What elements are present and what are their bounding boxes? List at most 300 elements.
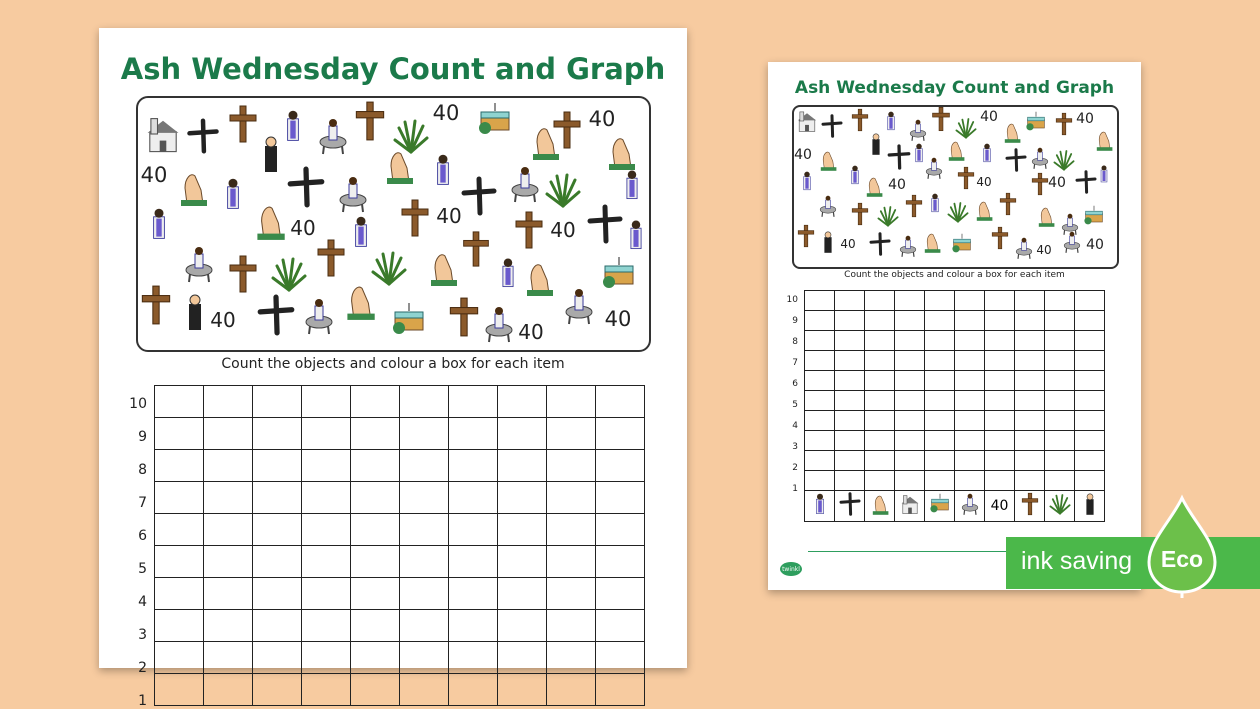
grid-cell[interactable] xyxy=(1075,471,1105,491)
grid-cell[interactable] xyxy=(155,642,204,674)
grid-cell[interactable] xyxy=(155,610,204,642)
grid-cell[interactable] xyxy=(596,450,645,482)
grid-cell[interactable] xyxy=(302,546,351,578)
grid-cell[interactable] xyxy=(400,642,449,674)
grid-cell[interactable] xyxy=(155,578,204,610)
wooden-cross-icon xyxy=(395,198,435,238)
grid-cell[interactable] xyxy=(835,411,865,431)
grid-cell[interactable] xyxy=(204,514,253,546)
grid-cell[interactable] xyxy=(985,471,1015,491)
priest-icon xyxy=(976,142,998,164)
grid-cell[interactable] xyxy=(955,431,985,451)
ash-cross-icon xyxy=(820,114,844,138)
y-axis-label: 4 xyxy=(792,421,798,431)
grid-cell[interactable] xyxy=(1045,411,1075,431)
grid-cell[interactable] xyxy=(985,371,1015,391)
grid-cell[interactable] xyxy=(895,431,925,451)
grid-cell[interactable] xyxy=(985,411,1015,431)
eco-leaf-icon xyxy=(1141,496,1223,598)
altar-icon xyxy=(1082,204,1106,228)
grid-cell[interactable] xyxy=(955,451,985,471)
praying-hands-icon xyxy=(868,504,892,520)
grid-cell[interactable] xyxy=(1075,431,1105,451)
number-40-label: 40 xyxy=(888,177,906,193)
grid-cell[interactable] xyxy=(805,331,835,351)
praying-hands-icon xyxy=(519,258,559,298)
graph-grid xyxy=(804,290,1105,522)
grid-cell[interactable] xyxy=(547,450,596,482)
grid-cell[interactable] xyxy=(547,546,596,578)
item-cell-wooden-cross xyxy=(1015,491,1045,522)
grid-cell[interactable] xyxy=(985,431,1015,451)
praying-hands-icon xyxy=(1034,204,1058,228)
grid-cell[interactable] xyxy=(805,351,835,371)
priest-icon xyxy=(615,168,649,202)
grid-cell[interactable] xyxy=(895,351,925,371)
grid-cell[interactable] xyxy=(253,450,302,482)
grid-cell[interactable] xyxy=(596,482,645,514)
grid-cell[interactable] xyxy=(1045,331,1075,351)
ash-cross-icon xyxy=(185,118,221,154)
grid-cell[interactable] xyxy=(547,418,596,450)
altar-icon xyxy=(928,504,952,520)
grid-cell[interactable] xyxy=(955,351,985,371)
grid-cell[interactable] xyxy=(805,431,835,451)
grid-cell[interactable] xyxy=(351,642,400,674)
grid-cell[interactable] xyxy=(925,331,955,351)
grid-cell[interactable] xyxy=(351,514,400,546)
grid-cell[interactable] xyxy=(1015,371,1045,391)
grid-cell[interactable] xyxy=(865,431,895,451)
grid-cell[interactable] xyxy=(400,674,449,706)
grid-cell[interactable] xyxy=(400,482,449,514)
worksheet-title: Ash Wednesday Count and Graph xyxy=(794,78,1115,98)
grid-cell[interactable] xyxy=(253,386,302,418)
grid-cell[interactable] xyxy=(596,642,645,674)
grid-cell[interactable] xyxy=(925,451,955,471)
grid-cell[interactable] xyxy=(955,311,985,331)
grid-cell[interactable] xyxy=(155,514,204,546)
grid-cell[interactable] xyxy=(1075,371,1105,391)
grid-cell[interactable] xyxy=(204,642,253,674)
grid-cell[interactable] xyxy=(400,546,449,578)
grid-cell[interactable] xyxy=(498,450,547,482)
number-40-label: 40 xyxy=(210,308,236,332)
grid-cell[interactable] xyxy=(596,674,645,706)
grid-cell[interactable] xyxy=(1045,351,1075,371)
grid-cell[interactable] xyxy=(253,546,302,578)
grid-cell[interactable] xyxy=(865,311,895,331)
grid-cell[interactable] xyxy=(955,471,985,491)
grid-cell[interactable] xyxy=(955,411,985,431)
grid-cell[interactable] xyxy=(925,431,955,451)
ash-cross-icon xyxy=(459,176,499,216)
grid-cell[interactable] xyxy=(351,386,400,418)
ink-saving-label: ink saving xyxy=(1021,547,1133,575)
grid-cell[interactable] xyxy=(253,642,302,674)
altar-icon xyxy=(950,232,974,256)
y-axis-label: 7 xyxy=(792,358,798,368)
altar-icon xyxy=(1024,110,1048,134)
grid-cell[interactable] xyxy=(925,311,955,331)
praying-hands-icon xyxy=(816,148,840,172)
altar-icon xyxy=(475,100,515,140)
ash-cross-icon xyxy=(868,232,892,256)
number-40-label: 40 xyxy=(1076,111,1094,127)
wooden-cross-icon xyxy=(223,254,263,294)
grid-cell[interactable] xyxy=(155,450,204,482)
grid-cell[interactable] xyxy=(498,418,547,450)
grid-cell[interactable] xyxy=(895,391,925,411)
grid-cell[interactable] xyxy=(1015,431,1045,451)
grid-cell[interactable] xyxy=(925,371,955,391)
grid-cell[interactable] xyxy=(895,311,925,331)
y-axis-label: 5 xyxy=(138,561,147,577)
grid-cell[interactable] xyxy=(449,610,498,642)
praying-hands-icon xyxy=(249,200,291,242)
grid-cell[interactable] xyxy=(351,418,400,450)
grid-cell[interactable] xyxy=(400,514,449,546)
y-axis-label: 2 xyxy=(792,463,798,473)
item-cell-church xyxy=(895,491,925,522)
man-icon xyxy=(864,132,888,156)
donkey-rider-icon xyxy=(313,116,353,156)
church-icon xyxy=(794,108,820,134)
grid-cell[interactable] xyxy=(1075,351,1105,371)
grid-cell[interactable] xyxy=(449,482,498,514)
grid-cell[interactable] xyxy=(835,471,865,491)
worksheet-title: Ash Wednesday Count and Graph xyxy=(120,52,666,86)
grid-cell[interactable] xyxy=(865,451,895,471)
number-40-label: 40 xyxy=(1086,237,1104,253)
grid-cell[interactable] xyxy=(400,450,449,482)
grid-cell[interactable] xyxy=(805,391,835,411)
grid-cell[interactable] xyxy=(1045,311,1075,331)
grid-cell[interactable] xyxy=(204,482,253,514)
grid-cell[interactable] xyxy=(302,674,351,706)
grid-cell[interactable] xyxy=(253,610,302,642)
y-axis-label: 8 xyxy=(138,462,147,478)
praying-hands-icon xyxy=(601,132,641,172)
grid-cell[interactable] xyxy=(498,386,547,418)
grid-cell[interactable] xyxy=(835,311,865,331)
number-40-label: 40 xyxy=(588,106,616,131)
number-40-label: 40 xyxy=(604,306,632,331)
grid-cell[interactable] xyxy=(1075,291,1105,311)
grid-cell[interactable] xyxy=(895,291,925,311)
grid-cell[interactable] xyxy=(351,482,400,514)
grid-cell[interactable] xyxy=(498,578,547,610)
grid-cell[interactable] xyxy=(400,610,449,642)
wooden-cross-icon xyxy=(1018,504,1042,520)
priest-icon xyxy=(808,504,832,520)
grid-cell[interactable] xyxy=(835,371,865,391)
grid-cell[interactable] xyxy=(1045,451,1075,471)
grid-cell[interactable] xyxy=(449,418,498,450)
grid-cell[interactable] xyxy=(955,391,985,411)
grid-cell[interactable] xyxy=(155,674,204,706)
grid-row xyxy=(155,610,645,642)
y-axis-label: 6 xyxy=(792,379,798,389)
grid-cell[interactable] xyxy=(1045,291,1075,311)
grid-cell[interactable] xyxy=(955,331,985,351)
grid-cell[interactable] xyxy=(400,386,449,418)
grid-cell[interactable] xyxy=(925,351,955,371)
grid-cell[interactable] xyxy=(895,371,925,391)
grid-row xyxy=(805,331,1105,351)
wooden-cross-icon xyxy=(1052,112,1076,136)
grid-cell[interactable] xyxy=(155,418,204,450)
grid-cell[interactable] xyxy=(1045,471,1075,491)
grid-cell[interactable] xyxy=(547,482,596,514)
grid-cell[interactable] xyxy=(596,386,645,418)
grid-cell[interactable] xyxy=(865,351,895,371)
grid-row xyxy=(155,418,645,450)
grid-cell[interactable] xyxy=(351,450,400,482)
grid-cell[interactable] xyxy=(835,331,865,351)
praying-hands-icon xyxy=(920,230,944,254)
grid-row xyxy=(805,471,1105,491)
grid-cell[interactable] xyxy=(498,610,547,642)
grid-cell[interactable] xyxy=(955,291,985,311)
grid-cell[interactable] xyxy=(449,578,498,610)
grid-cell[interactable] xyxy=(449,546,498,578)
wooden-cross-icon xyxy=(928,106,954,132)
grid-cell[interactable] xyxy=(805,471,835,491)
number-40-label: 40 xyxy=(990,498,1009,514)
grid-cell[interactable] xyxy=(1075,311,1105,331)
grid-cell[interactable] xyxy=(805,451,835,471)
grid-cell[interactable] xyxy=(547,578,596,610)
wooden-cross-icon xyxy=(848,202,872,226)
grid-cell[interactable] xyxy=(1075,331,1105,351)
grid-cell[interactable] xyxy=(925,391,955,411)
grid-cell[interactable] xyxy=(351,610,400,642)
number-40-label: 40 xyxy=(794,147,812,163)
grid-cell[interactable] xyxy=(155,386,204,418)
number-40-label: 40 xyxy=(290,216,316,240)
number-40-label: 40 xyxy=(432,100,460,125)
grid-cell[interactable] xyxy=(547,386,596,418)
grid-cell[interactable] xyxy=(985,351,1015,371)
grid-cell[interactable] xyxy=(805,371,835,391)
y-axis-label: 9 xyxy=(138,429,147,445)
grid-cell[interactable] xyxy=(835,451,865,471)
grid-cell[interactable] xyxy=(1015,311,1045,331)
instruction-text: Count the objects and colour a box for each item xyxy=(844,270,1065,280)
ash-cross-icon xyxy=(1004,148,1028,172)
grid-cell[interactable] xyxy=(302,610,351,642)
priest-icon xyxy=(215,176,251,212)
grid-cell[interactable] xyxy=(865,471,895,491)
number-40-label: 40 xyxy=(1036,243,1052,257)
y-axis-label: 1 xyxy=(792,484,798,494)
grid-cell[interactable] xyxy=(253,578,302,610)
grid-cell[interactable] xyxy=(985,331,1015,351)
grid-cell[interactable] xyxy=(895,411,925,431)
grid-row xyxy=(805,411,1105,431)
grid-row xyxy=(805,371,1105,391)
grid-cell[interactable] xyxy=(498,514,547,546)
grid-cell[interactable] xyxy=(351,674,400,706)
grid-cell[interactable] xyxy=(155,482,204,514)
grid-cell[interactable] xyxy=(302,418,351,450)
grid-cell[interactable] xyxy=(449,642,498,674)
praying-hands-icon xyxy=(944,138,968,162)
grid-cell[interactable] xyxy=(596,578,645,610)
grid-cell[interactable] xyxy=(985,291,1015,311)
grid-cell[interactable] xyxy=(253,482,302,514)
grid-cell[interactable] xyxy=(204,610,253,642)
grid-cell[interactable] xyxy=(596,546,645,578)
grid-cell[interactable] xyxy=(302,450,351,482)
grid-cell[interactable] xyxy=(805,411,835,431)
grid-cell[interactable] xyxy=(1045,391,1075,411)
donkey-rider-icon xyxy=(906,118,930,142)
grid-cell[interactable] xyxy=(204,674,253,706)
grid-cell[interactable] xyxy=(925,471,955,491)
grid-cell[interactable] xyxy=(547,514,596,546)
grid-cell[interactable] xyxy=(985,391,1015,411)
donkey-rider-icon xyxy=(505,164,545,204)
grid-cell[interactable] xyxy=(1015,411,1045,431)
grid-row xyxy=(155,450,645,482)
grid-cell[interactable] xyxy=(302,578,351,610)
grid-cell[interactable] xyxy=(596,514,645,546)
praying-hands-icon xyxy=(862,174,886,198)
church-icon xyxy=(141,112,185,156)
grid-cell[interactable] xyxy=(596,418,645,450)
grid-row xyxy=(805,311,1105,331)
grid-cell[interactable] xyxy=(1015,471,1045,491)
grid-cell[interactable] xyxy=(865,411,895,431)
y-axis-label: 5 xyxy=(792,400,798,410)
grid-cell[interactable] xyxy=(895,451,925,471)
grid-cell[interactable] xyxy=(498,482,547,514)
wooden-cross-icon xyxy=(794,224,818,248)
grid-cell[interactable] xyxy=(498,642,547,674)
grid-cell[interactable] xyxy=(895,471,925,491)
grid-cell[interactable] xyxy=(805,311,835,331)
item-cell-palm-bush xyxy=(1045,491,1075,522)
item-cell-man-in-black xyxy=(1075,491,1105,522)
number-40-label: 40 xyxy=(980,109,998,125)
wooden-cross-icon xyxy=(509,210,549,250)
number-40-label: 40 xyxy=(140,162,168,187)
grid-cell[interactable] xyxy=(204,546,253,578)
grid-cell[interactable] xyxy=(302,642,351,674)
grid-cell[interactable] xyxy=(895,331,925,351)
grid-cell[interactable] xyxy=(302,482,351,514)
grid-cell[interactable] xyxy=(351,546,400,578)
grid-cell[interactable] xyxy=(204,418,253,450)
grid-cell[interactable] xyxy=(1075,411,1105,431)
grid-cell[interactable] xyxy=(547,642,596,674)
grid-cell[interactable] xyxy=(449,514,498,546)
donkey-rider-icon xyxy=(299,296,339,336)
grid-cell[interactable] xyxy=(302,514,351,546)
grid-cell[interactable] xyxy=(805,291,835,311)
grid-cell[interactable] xyxy=(449,674,498,706)
grid-cell[interactable] xyxy=(498,674,547,706)
grid-cell[interactable] xyxy=(1015,291,1045,311)
graph-grid xyxy=(154,385,645,706)
grid-cell[interactable] xyxy=(302,386,351,418)
ash-cross-icon xyxy=(255,294,297,336)
grid-cell[interactable] xyxy=(1015,351,1045,371)
grid-cell[interactable] xyxy=(400,418,449,450)
grid-cell[interactable] xyxy=(449,386,498,418)
instruction-text: Count the objects and colour a box for each item xyxy=(221,356,565,372)
grid-cell[interactable] xyxy=(547,610,596,642)
grid-cell[interactable] xyxy=(865,291,895,311)
wooden-cross-icon xyxy=(902,194,926,218)
grid-cell[interactable] xyxy=(155,546,204,578)
grid-cell[interactable] xyxy=(865,331,895,351)
grid-cell[interactable] xyxy=(204,578,253,610)
donkey-rider-icon xyxy=(559,286,599,326)
grid-cell[interactable] xyxy=(925,411,955,431)
grid-cell[interactable] xyxy=(1075,391,1105,411)
number-40-label: 40 xyxy=(976,175,992,189)
grid-cell[interactable] xyxy=(985,311,1015,331)
grid-cell[interactable] xyxy=(1015,331,1045,351)
grid-cell[interactable] xyxy=(835,291,865,311)
grid-cell[interactable] xyxy=(835,391,865,411)
grid-cell[interactable] xyxy=(985,451,1015,471)
man-icon xyxy=(816,230,840,254)
grid-cell[interactable] xyxy=(204,386,253,418)
grid-cell[interactable] xyxy=(955,371,985,391)
wooden-cross-icon xyxy=(135,284,177,326)
number-40-label: 40 xyxy=(436,204,462,228)
number-40-label: 40 xyxy=(1048,175,1066,191)
grid-cell[interactable] xyxy=(925,291,955,311)
praying-hands-icon xyxy=(1092,128,1116,152)
priest-icon xyxy=(924,192,946,214)
donkey-rider-icon xyxy=(958,504,982,520)
grid-cell[interactable] xyxy=(400,578,449,610)
grid-cell[interactable] xyxy=(1015,451,1045,471)
donkey-rider-icon xyxy=(479,304,519,344)
grid-cell[interactable] xyxy=(253,514,302,546)
item-cell-praying-hands xyxy=(865,491,895,522)
praying-hands-icon xyxy=(379,146,419,186)
grid-cell[interactable] xyxy=(253,418,302,450)
grid-cell[interactable] xyxy=(1045,371,1075,391)
grid-row xyxy=(155,482,645,514)
grid-cell[interactable] xyxy=(498,546,547,578)
grid-cell[interactable] xyxy=(1075,451,1105,471)
grid-cell[interactable] xyxy=(865,371,895,391)
grid-cell[interactable] xyxy=(596,610,645,642)
grid-cell[interactable] xyxy=(204,450,253,482)
grid-cell[interactable] xyxy=(449,450,498,482)
y-axis-label: 8 xyxy=(792,337,798,347)
grid-cell[interactable] xyxy=(1045,431,1075,451)
grid-cell[interactable] xyxy=(547,674,596,706)
grid-cell[interactable] xyxy=(351,578,400,610)
y-axis-label: 4 xyxy=(138,594,147,610)
grid-cell[interactable] xyxy=(865,391,895,411)
item-cell-forty xyxy=(985,491,1015,522)
grid-cell[interactable] xyxy=(1015,391,1045,411)
grid-cell[interactable] xyxy=(253,674,302,706)
church-icon xyxy=(898,504,922,520)
grid-row xyxy=(155,674,645,706)
grid-cell[interactable] xyxy=(835,351,865,371)
grid-cell[interactable] xyxy=(835,431,865,451)
